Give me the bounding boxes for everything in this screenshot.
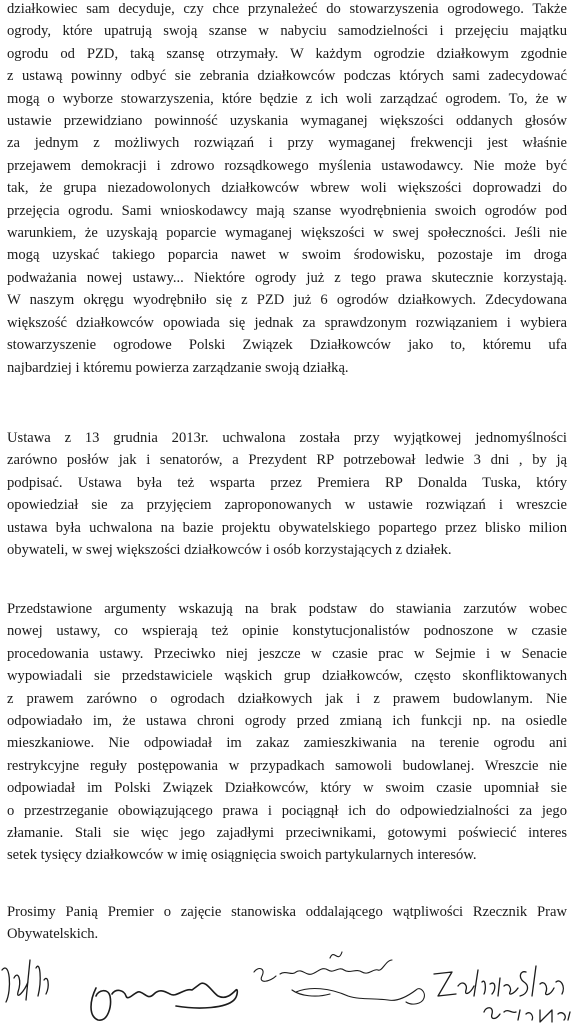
text-line: ogrodu od PZD, taką szansę otrzymały. W każdym ogrodzie działkowym zgodnie — [7, 45, 567, 62]
text-line: zarówno posłów jak i senatorów, a Prezydent RP potrzebował ledwie 3 dni , by ją — [7, 452, 567, 469]
text-line: o przestrzeganie obowiązującego prawa i pociągnął ich do odpowiedzialności za jego — [7, 802, 567, 819]
text-line: warunkiem, że uzyskają poparcie wymaganej większości w swej społeczności. Jeśli nie — [7, 225, 567, 242]
signature-3 — [254, 952, 424, 1004]
text-line: z ustawą powinny odbyć sie zebrania działkowców podczas których sami zadecydować — [7, 68, 567, 85]
text-line: Ustawa z 13 grudnia 2013r. uchwalona została przy wyjątkowej jednomyślności — [7, 430, 567, 446]
signature-4 — [434, 966, 570, 1022]
text-line: przejawem demokracji i zdrowo rozsądkowego myślenia ustawodawcy. Nie może być — [7, 157, 567, 174]
text-line: wypowiadali sie przedstawiciele wąskich grup działkowców, często skonfliktowanych — [7, 668, 567, 685]
signature-1 — [2, 960, 48, 1002]
text-line: z prawem zarówno o ogrodach działkowych jak i z prawem budowlanym. Nie — [7, 690, 567, 707]
text-line: za jednym z możliwych rozwiązań i przy wymaganej frekwencji jest właśnie — [7, 135, 567, 152]
text-line: Prosimy Panią Premier o zajęcie stanowiska oddalającego wątpliwości Rzecznik Praw — [7, 904, 567, 920]
paragraph-3 — [7, 598, 567, 867]
text-line: odpowiadało im, że ustawa chroni ogrody przed zmianą ich funkcji np. na osiedle — [7, 713, 567, 730]
text-line: procedowania ustawy. Przeciwko niej jeszcze w czasie prac w Sejmie i w Senacie — [7, 645, 567, 662]
text-line: restrykcyjne reguły postępowania w przypadkach samowoli budowlanej. Wreszcie nie — [7, 757, 567, 774]
text-line: Przedstawione argumenty wskazują na brak podstaw do stawiania zarzutów wobec — [7, 601, 567, 617]
text-line: mogą uzyskać takiego poparcia nawet w swoim środowisku, pozostaje im droga — [7, 247, 567, 264]
paragraph-1 — [7, 0, 567, 379]
text-line: mieszkaniowe. Nie odpowiadał im zakaz zamieszkiwania na terenie ogrodu ani — [7, 735, 567, 752]
text-line: obywateli, w swej większości działkowców i osób korzystających z działek. — [7, 542, 452, 559]
text-line: mogą o wyborze stowarzyszenia, które będzie z ich woli zarządzać ogrodem. To, że w — [7, 90, 567, 107]
text-line: odpowiadał im Polski Związek Działkowców, który w swoim czasie upomniał sie — [7, 780, 567, 797]
text-line: stowarzyszenie ogrodowe Polski Związek Działkowców jako to, któremu ufa — [7, 337, 567, 354]
text-line: przejęcia ogrodu. Sami wnioskodawcy mają szanse wyodrębnienia swoich ogrodów pod — [7, 202, 567, 219]
text-line: większość działkowców opowiada się jednak za sprawdzonym rozwiązaniem i wybiera — [7, 314, 567, 331]
text-line: Obywatelskich. — [7, 926, 99, 943]
text-line: podważania nowej ustawy... Niektóre ogrody już z tego prawa skutecznie korzystają. — [7, 269, 567, 286]
text-line: ogrody, które upatrują swoją szanse w nabyciu samodzielności i przejęciu majątku — [7, 23, 567, 40]
text-line: ustawa była uchwalona na bazie projektu obywatelskiego popartego przez blisko milion — [7, 519, 567, 536]
signature-2 — [91, 983, 237, 1020]
text-line: W naszym okręgu wyodrębniło się z PZD już 6 ogrodów działkowych. Zdecydowana — [7, 292, 567, 309]
signatures-area — [0, 930, 572, 1024]
text-line: najbardziej i któremu powierza zarządzanie swoją działką. — [7, 359, 349, 376]
text-line: złamanie. Stali sie więc jego zajadłymi przeciwnikami, gotowymi poświecić interes — [7, 825, 567, 842]
text-line: setek tysięcy działkowców w imię osiągnięcia swoich partykularnych interesów. — [7, 847, 477, 864]
text-line: działkowiec sam decyduje, czy chce przynależeć do stowarzyszenia ogrodowego. Także — [7, 1, 567, 17]
text-line: nowej ustawy, co wspierają też opinie konstytucjonalistów podnoszone w czasie — [7, 623, 567, 640]
text-line: podpisać. Ustawa była też wsparta przez Premiera RP Donalda Tuska, który — [7, 474, 567, 491]
text-line: opowiedział sie za przyjęciem zaproponowanych w ustawie rozwiązań i wreszcie — [7, 497, 567, 514]
text-line: ustawie przewidziano powinność uzyskania wymaganej większości oddanych głosów — [7, 113, 567, 130]
paragraph-2 — [7, 427, 567, 561]
text-line: tak, że grupa niezadowolonych działkowców wbrew woli większości doprowadzi do — [7, 180, 567, 197]
